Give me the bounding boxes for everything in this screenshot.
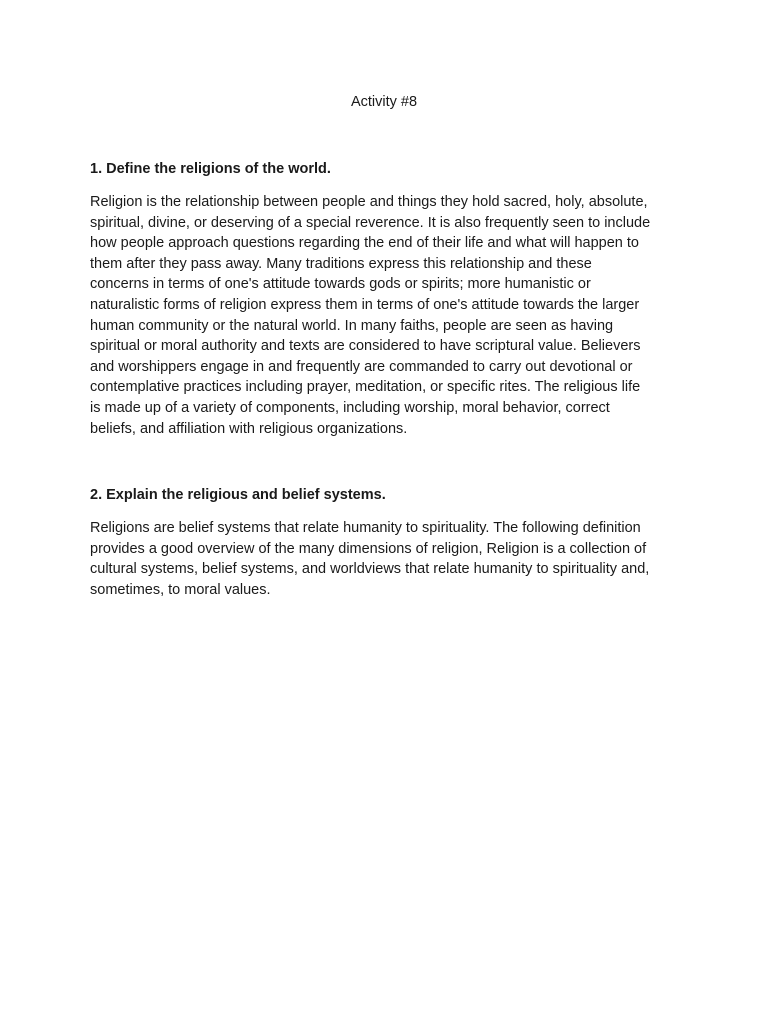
answer-line: spiritual, divine, or deserving of a special reverence. It is also frequently seen to include bbox=[90, 214, 651, 231]
document-title: Activity #8 bbox=[350, 94, 418, 110]
answer-line: Religions are belief systems that relate humanity to spirituality. The following definition bbox=[90, 520, 641, 536]
answer-line: how people approach questions regarding the end of their life and what will happen to bbox=[90, 235, 639, 252]
answer-line: concerns in terms of one's attitude towards gods or spirits; more humanistic or bbox=[90, 276, 591, 293]
answer-line: is made up of a variety of components, including worship, moral behavior, correct bbox=[90, 399, 610, 416]
answer-line: contemplative practices including prayer, meditation, or specific rites. The religious life bbox=[90, 379, 641, 396]
answer-line: them after they pass away. Many traditions express this relationship and these bbox=[90, 255, 592, 272]
question-1-heading: 1. Define the religions of the world. bbox=[90, 161, 331, 177]
question-2-heading: 2. Explain the religious and belief systems. bbox=[90, 487, 386, 503]
answer-line: cultural systems, belief systems, and worldviews that relate humanity to spirituality and, bbox=[90, 561, 650, 578]
answer-1-paragraph bbox=[90, 192, 690, 439]
answer-line: Religion is the relationship between people and things they hold sacred, holy, absolute, bbox=[90, 194, 648, 210]
answer-line: provides a good overview of the many dimensions of religion, Religion is a collection of bbox=[90, 540, 647, 557]
answer-line: sometimes, to moral values. bbox=[90, 581, 271, 598]
answer-line: spiritual or moral authority and texts are considered to have scriptural value. Believers bbox=[90, 338, 641, 355]
answer-line: naturalistic forms of religion express them in terms of one's attitude towards the larger bbox=[90, 296, 640, 313]
answer-2-paragraph bbox=[90, 518, 690, 600]
answer-line: human community or the natural world. In many faiths, people are seen as having bbox=[90, 317, 614, 334]
answer-line: beliefs, and affiliation with religious organizations. bbox=[90, 420, 408, 437]
answer-line: and worshippers engage in and frequently are commanded to carry out devotional or bbox=[90, 358, 633, 375]
